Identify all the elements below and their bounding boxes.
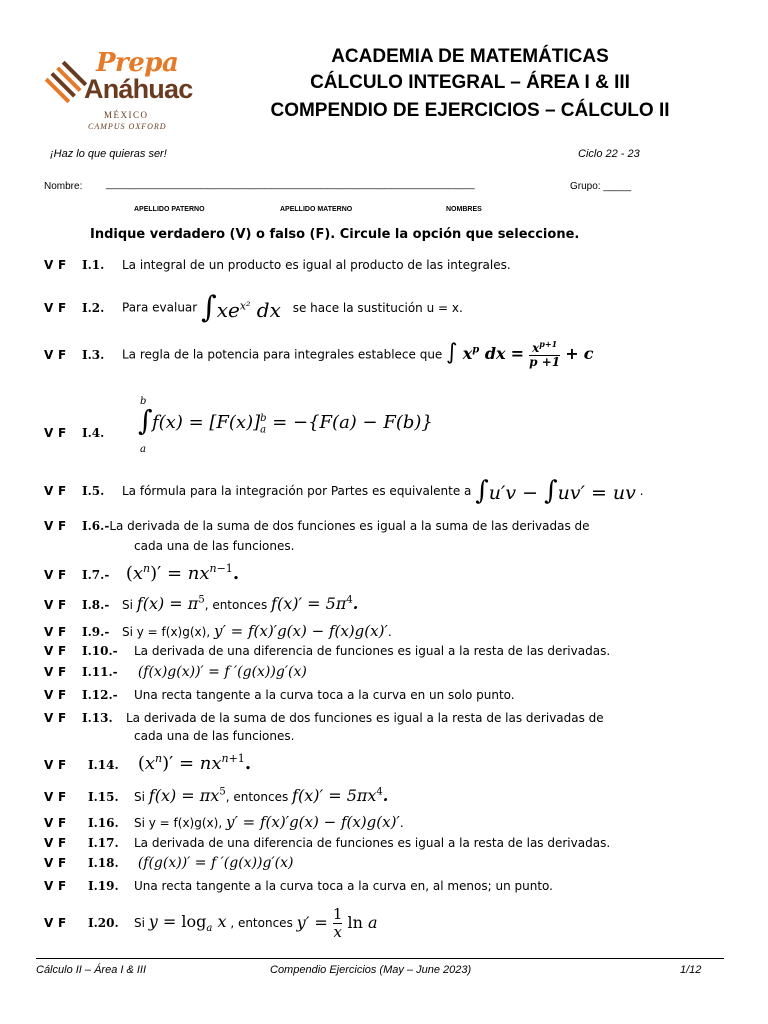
formula: $\int xe^{x^2}$ dx — [201, 290, 281, 325]
logo-campus: CAMPUS OXFORD — [88, 122, 167, 131]
apellido-paterno-label: APELLIDO PATERNO — [134, 206, 205, 213]
footer-page: 1/12 — [680, 964, 702, 976]
f-option[interactable]: F — [58, 665, 67, 679]
f-option[interactable]: F — [58, 711, 67, 725]
f-option[interactable]: F — [58, 790, 67, 804]
formula: y′ = f(x)′g(x) − f(x)g(x)′ — [225, 813, 400, 831]
v-option[interactable]: V — [44, 300, 54, 315]
item-8: V F I.8.- Si $f(x) = \pi^5$, entonces $f(x)' = 5\pi^4$. — [44, 594, 359, 613]
header-line-3: COMPENDIO DE EJERCICIOS – CÁLCULO II — [270, 100, 670, 121]
v-option[interactable]: V — [44, 711, 54, 725]
item-13-cont: cada una de las funciones. — [134, 729, 295, 743]
f-option[interactable]: F — [58, 598, 67, 612]
f-option[interactable]: F — [58, 568, 67, 582]
f-option[interactable]: F — [58, 879, 67, 893]
header-line-1: ACADEMIA DE MATEMÁTICAS — [331, 46, 609, 67]
item-7: V F I.7.- $(x^n)' = nx^{n-1}$. — [44, 562, 240, 584]
item-1: V F I.1. La integral de un producto es igual al producto de las integrales. — [44, 258, 511, 272]
v-option[interactable]: V — [44, 836, 54, 850]
v-option[interactable]: V — [44, 568, 54, 582]
formula: b — [140, 396, 147, 407]
formula: ∫u′v − ∫uv′ = uv — [475, 476, 636, 506]
formula: (f(g(x))′ = f ′(g(x))g′(x) — [137, 855, 294, 871]
item-17: V F I.17. La derivada de una diferencia de funciones es igual a la resta de las derivadas. — [44, 836, 611, 850]
v-option[interactable]: V — [44, 644, 54, 658]
item-6-cont: cada una de las funciones. — [134, 539, 295, 553]
f-option[interactable]: F — [58, 426, 67, 440]
f-option[interactable]: F — [58, 300, 67, 315]
v-option[interactable]: V — [44, 347, 54, 362]
item-6: V F I.6.-La derivada de la suma de dos funciones es igual a la suma de las derivadas de — [44, 519, 590, 533]
name-label: Nombre: — [44, 181, 83, 192]
apellido-materno-label: APELLIDO MATERNO — [280, 206, 353, 213]
v-option[interactable]: V — [44, 790, 54, 804]
f-option[interactable]: F — [58, 836, 67, 850]
formula: $(x^n)' = nx^{n-1}$. — [125, 562, 240, 584]
footer-center: Compendio Ejercicios (May – June 2023) — [270, 964, 472, 976]
slogan: ¡Haz lo que quieras ser! — [50, 148, 167, 160]
formula: $(x^n)' = nx^{n+1}$. — [137, 752, 252, 774]
item-5: V F I.5. La fórmula para la integración por Partes es equivalente a ∫u′v − ∫uv′ = uv . — [44, 476, 644, 506]
v-option[interactable]: V — [44, 598, 54, 612]
item-20: V F I.20. Si $y = \log_a x$ , entonces y′ = $\frac{1}{x}$ ln a — [44, 905, 378, 941]
item-11: V F I.11.- (f(x)g(x))′ = f ′(g(x))g′(x) — [44, 664, 307, 680]
item-19: V F I.19. Una recta tangente a la curva toca a la curva en, al menos; un punto. — [44, 879, 553, 893]
logo-anahuac: Anáhuac — [84, 74, 193, 104]
item-16: V F I.16. Si y = f(x)g(x), y′ = f(x)′g(x) − f(x)g(x)′. — [44, 813, 404, 831]
item-14: V F I.14. $(x^n)' = nx^{n+1}$. — [44, 752, 252, 774]
prepa-anahuac-logo — [40, 48, 193, 138]
item-10: V F I.10.- La derivada de una diferencia de funciones es igual a la resta de las derivadas. — [44, 644, 611, 658]
item-12: V F I.12.- Una recta tangente a la curva toca a la curva en un solo punto. — [44, 688, 515, 702]
name-field[interactable]: ________________________________________________________________ — [106, 179, 475, 190]
item-15: V F I.15. Si $f(x) = \pi x^5$, entonces $f(x)' = 5\pi x^4$. — [44, 786, 389, 805]
v-option[interactable]: V — [44, 519, 54, 533]
f-option[interactable]: F — [58, 856, 67, 870]
nombres-label: NOMBRES — [446, 206, 482, 213]
v-option[interactable]: V — [44, 879, 54, 893]
f-option[interactable]: F — [58, 347, 67, 362]
v-option[interactable]: V — [44, 688, 54, 702]
f-option[interactable]: F — [58, 519, 67, 533]
instruction: Indique verdadero (V) o falso (F). Circule la opción que seleccione. — [90, 227, 580, 242]
v-option[interactable]: V — [44, 625, 54, 639]
formula: y′ = f(x)′g(x) − f(x)g(x)′ — [213, 622, 388, 640]
item-13: V F I.13. La derivada de la suma de dos funciones es igual a la resta de las derivadas de — [44, 711, 604, 725]
v-option[interactable]: V — [44, 916, 54, 930]
f-option[interactable]: F — [58, 484, 67, 498]
formula: $f(x) = \pi x^5$ — [148, 786, 226, 805]
group-field[interactable]: Grupo: _____ — [570, 181, 632, 192]
formula: (f(x)g(x))′ = f ′(g(x))g′(x) — [137, 664, 307, 680]
cycle: Ciclo 22 - 23 — [578, 148, 640, 160]
f-option[interactable]: F — [58, 816, 67, 830]
v-option[interactable]: V — [44, 258, 54, 272]
f-option[interactable]: F — [58, 625, 67, 639]
logo-prepa: Prepa — [96, 48, 179, 78]
formula: $f(x) = \pi^5$ — [136, 594, 205, 613]
f-option[interactable]: F — [58, 916, 67, 930]
formula: ∫ $x^p$ dx = $\frac{x^{p+1}}{p +1}$ + c — [446, 339, 594, 370]
item-3: V F I.3. La regla de la potencia para integrales establece que ∫ $x^p$ dx = $\frac{x^{p+1}}{p +1}$ + c — [44, 339, 594, 370]
f-option[interactable]: F — [58, 644, 67, 658]
formula: $y = \log_a x$ — [148, 911, 227, 935]
logo-mexico: MÉXICO — [104, 110, 149, 120]
item-18: V F I.18. (f(g(x))′ = f ′(g(x))g′(x) — [44, 855, 294, 871]
header-line-2: CÁLCULO INTEGRAL – ÁREA I & III — [310, 72, 630, 93]
v-option[interactable]: V — [44, 426, 54, 440]
footer-divider — [36, 958, 724, 959]
v-option[interactable]: V — [44, 665, 54, 679]
v-option[interactable]: V — [44, 484, 54, 498]
footer-left: Cálculo II – Área I & III — [36, 964, 147, 976]
item-9: V F I.9.- Si y = f(x)g(x), y′ = f(x)′g(x) − f(x)g(x)′. — [44, 622, 392, 640]
item-2: V F I.2. Para evaluar $\int xe^{x^2}$ dx se hace la sustitución u = x. — [44, 290, 463, 325]
v-option[interactable]: V — [44, 758, 54, 772]
f-option[interactable]: F — [58, 688, 67, 702]
v-option[interactable]: V — [44, 856, 54, 870]
v-option[interactable]: V — [44, 816, 54, 830]
f-option[interactable]: F — [58, 258, 67, 272]
f-option[interactable]: F — [58, 758, 67, 772]
